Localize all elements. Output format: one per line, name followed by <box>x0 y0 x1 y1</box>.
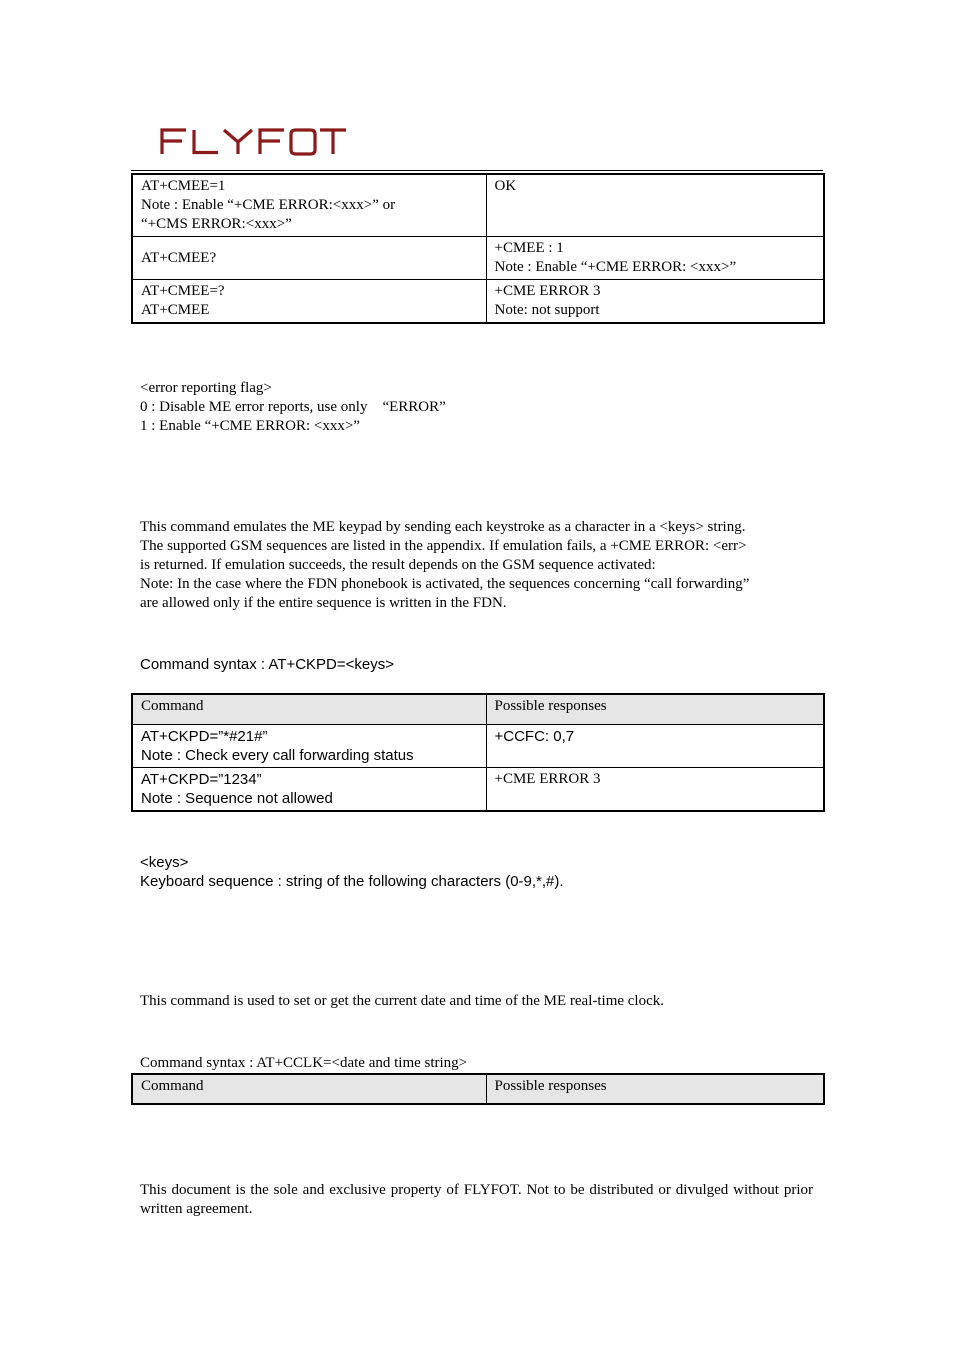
parameter-name: <keys> <box>140 854 189 871</box>
response-cell: OK <box>486 174 824 237</box>
cclk-table <box>131 1073 825 1105</box>
response-cell: +CCFC: 0,7 <box>486 724 824 767</box>
header-response: Possible responses <box>486 694 824 724</box>
cclk-syntax: Command syntax : AT+CCLK=<date and time string> <box>140 1055 468 1071</box>
table-header-row <box>132 694 824 724</box>
parameter-value: 1 : Enable “+CME ERROR: <xxx>” <box>140 418 360 434</box>
cmee-parameters <box>140 379 446 436</box>
table-row <box>132 174 824 237</box>
flyfot-logo <box>160 124 348 156</box>
header-command: Command <box>132 1074 486 1104</box>
table-row <box>132 280 824 324</box>
header-command: Command <box>132 694 486 724</box>
command-cell: AT+CMEE=? AT+CMEE <box>132 280 486 324</box>
command-cell: AT+CMEE=1 Note : Enable “+CME ERROR:<xxx>” or “+CMS ERROR:<xxx>” <box>132 174 486 237</box>
table-row <box>132 237 824 280</box>
command-cell: AT+CKPD=”*#21#” Note : Check every call forwarding status <box>132 724 486 767</box>
response-cell: +CME ERROR 3 Note: not support <box>486 280 824 324</box>
table-header-row <box>132 1074 824 1104</box>
ckpd-syntax: Command syntax : AT+CKPD=<keys> <box>140 656 394 673</box>
parameter-name: <error reporting flag> <box>140 380 272 396</box>
table-row <box>132 724 824 767</box>
footer-notice: This document is the sole and exclusive property of FLYFOT. Not to be distributed or divulged without prior written agreement. <box>140 1182 813 1217</box>
cclk-description: This command is used to set or get the current date and time of the ME real-time clock. <box>140 993 665 1009</box>
response-cell: +CME ERROR 3 <box>486 767 824 811</box>
header-rule <box>131 170 823 171</box>
cmee-table <box>131 173 825 324</box>
command-cell: AT+CMEE? <box>132 237 486 280</box>
ckpd-parameters <box>140 853 564 891</box>
response-cell: +CMEE : 1 Note : Enable “+CME ERROR: <xxx>” <box>486 237 824 280</box>
ckpd-description: This command emulates the ME keypad by sending each keystroke as a character in a <keys> string. The supported GSM sequences are listed in the appendix. If emulation fails, a +CME ERROR: <err> is returned. If emulation succeeds, the result depends on the GSM sequence activated: Note: In the case where the FDN phonebook is activated, the sequences concerning “call forwarding” are allowed only if the entire sequence is written in the FDN. <box>140 519 750 611</box>
table-row <box>132 767 824 811</box>
parameter-value: 0 : Disable ME error reports, use only “ERROR” <box>140 399 446 415</box>
parameter-description: Keyboard sequence : string of the following characters (0-9,*,#). <box>140 873 564 890</box>
ckpd-table <box>131 693 825 812</box>
command-cell: AT+CKPD=”1234” Note : Sequence not allowed <box>132 767 486 811</box>
header-response: Possible responses <box>486 1074 824 1104</box>
